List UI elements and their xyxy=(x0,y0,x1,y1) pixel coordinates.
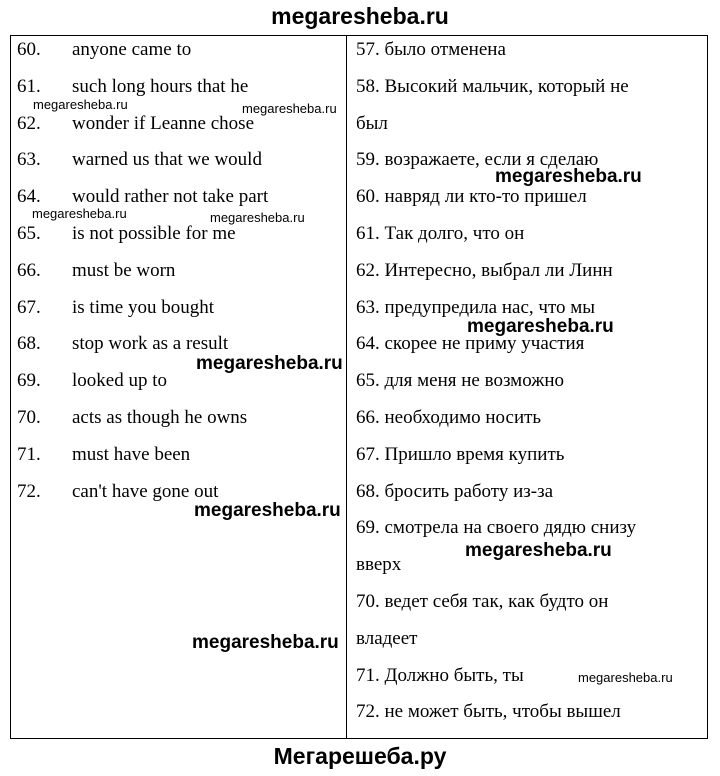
item-number: 62. xyxy=(17,112,41,134)
item-answer: can't have gone out xyxy=(72,480,219,502)
item-number: 60. xyxy=(17,39,41,60)
watermark-small: megaresheba.ru xyxy=(32,206,127,221)
item-number: 61. xyxy=(17,75,41,97)
item-answer: must be worn xyxy=(72,259,176,281)
item-number: 66. xyxy=(17,259,41,281)
translation-line: 67. Пришло время купить xyxy=(356,443,565,465)
item-number: 69. xyxy=(17,370,41,392)
translation-line: 72. не может быть, чтобы вышел xyxy=(356,701,621,723)
item-answer: is time you bought xyxy=(72,296,214,318)
item-answer: such long hours that he xyxy=(72,75,249,97)
site-header: megaresheba.ru xyxy=(271,3,449,29)
watermark-small: megaresheba.ru xyxy=(210,210,305,225)
translation-line: 71. Должно быть, ты xyxy=(356,664,524,686)
watermark: megaresheba.ru xyxy=(192,632,339,653)
item-answer: acts as though he owns xyxy=(72,407,248,428)
item-number: 68. xyxy=(17,333,41,355)
item-answer: must have been xyxy=(72,443,191,465)
item-answer: wonder if Leanne chose xyxy=(72,112,255,134)
watermark: megaresheba.ru xyxy=(196,353,343,374)
site-footer: Мегарешеба.ру xyxy=(273,743,447,769)
item-number: 65. xyxy=(17,223,41,244)
watermark-small: megaresheba.ru xyxy=(242,101,337,116)
translation-line: владеет xyxy=(356,627,418,649)
translation-line: 65. для меня не возможно xyxy=(356,370,565,392)
item-answer: looked up to xyxy=(72,370,167,392)
item-number: 63. xyxy=(17,149,41,171)
item-answer: is not possible for me xyxy=(72,223,236,244)
item-number: 71. xyxy=(17,443,41,465)
item-answer: anyone came to xyxy=(72,39,192,60)
translation-line: 68. бросить работу из-за xyxy=(356,480,554,502)
translation-line: 69. смотрела на своего дядю снизу xyxy=(356,517,637,539)
watermark: megaresheba.ru xyxy=(467,316,614,337)
watermark: megaresheba.ru xyxy=(495,166,642,187)
translation-line: 59. возражаете, если я сделаю xyxy=(356,149,599,171)
column-divider xyxy=(346,35,347,739)
watermark-small: megaresheba.ru xyxy=(33,97,128,112)
translation-line: вверх xyxy=(356,554,402,576)
translation-line: 66. необходимо носить xyxy=(356,407,542,428)
watermark: megaresheba.ru xyxy=(465,540,612,561)
translation-line: 60. навряд ли кто-то пришел xyxy=(356,186,587,208)
translation-line: 61. Так долго, что он xyxy=(356,223,525,244)
translation-line: был xyxy=(356,112,388,134)
translation-line: 64. скорее не приму участия xyxy=(356,333,585,355)
item-answer: would rather not take part xyxy=(72,186,269,208)
item-number: 64. xyxy=(17,186,41,208)
item-number: 67. xyxy=(17,296,41,318)
item-answer: warned us that we would xyxy=(72,149,262,171)
translation-line: 62. Интересно, выбрал ли Линн xyxy=(356,259,613,281)
item-answer: stop work as a result xyxy=(72,333,229,355)
item-number: 72. xyxy=(17,480,41,502)
translation-line: 58. Высокий мальчик, который не xyxy=(356,75,629,97)
item-number: 70. xyxy=(17,407,41,428)
translation-line: 70. ведет себя так, как будто он xyxy=(356,591,609,612)
translation-line: 57. было отменена xyxy=(356,39,506,60)
watermark-small: megaresheba.ru xyxy=(578,670,673,685)
translation-line: 63. предупредила нас, что мы xyxy=(356,296,596,318)
watermark: megaresheba.ru xyxy=(194,500,341,521)
